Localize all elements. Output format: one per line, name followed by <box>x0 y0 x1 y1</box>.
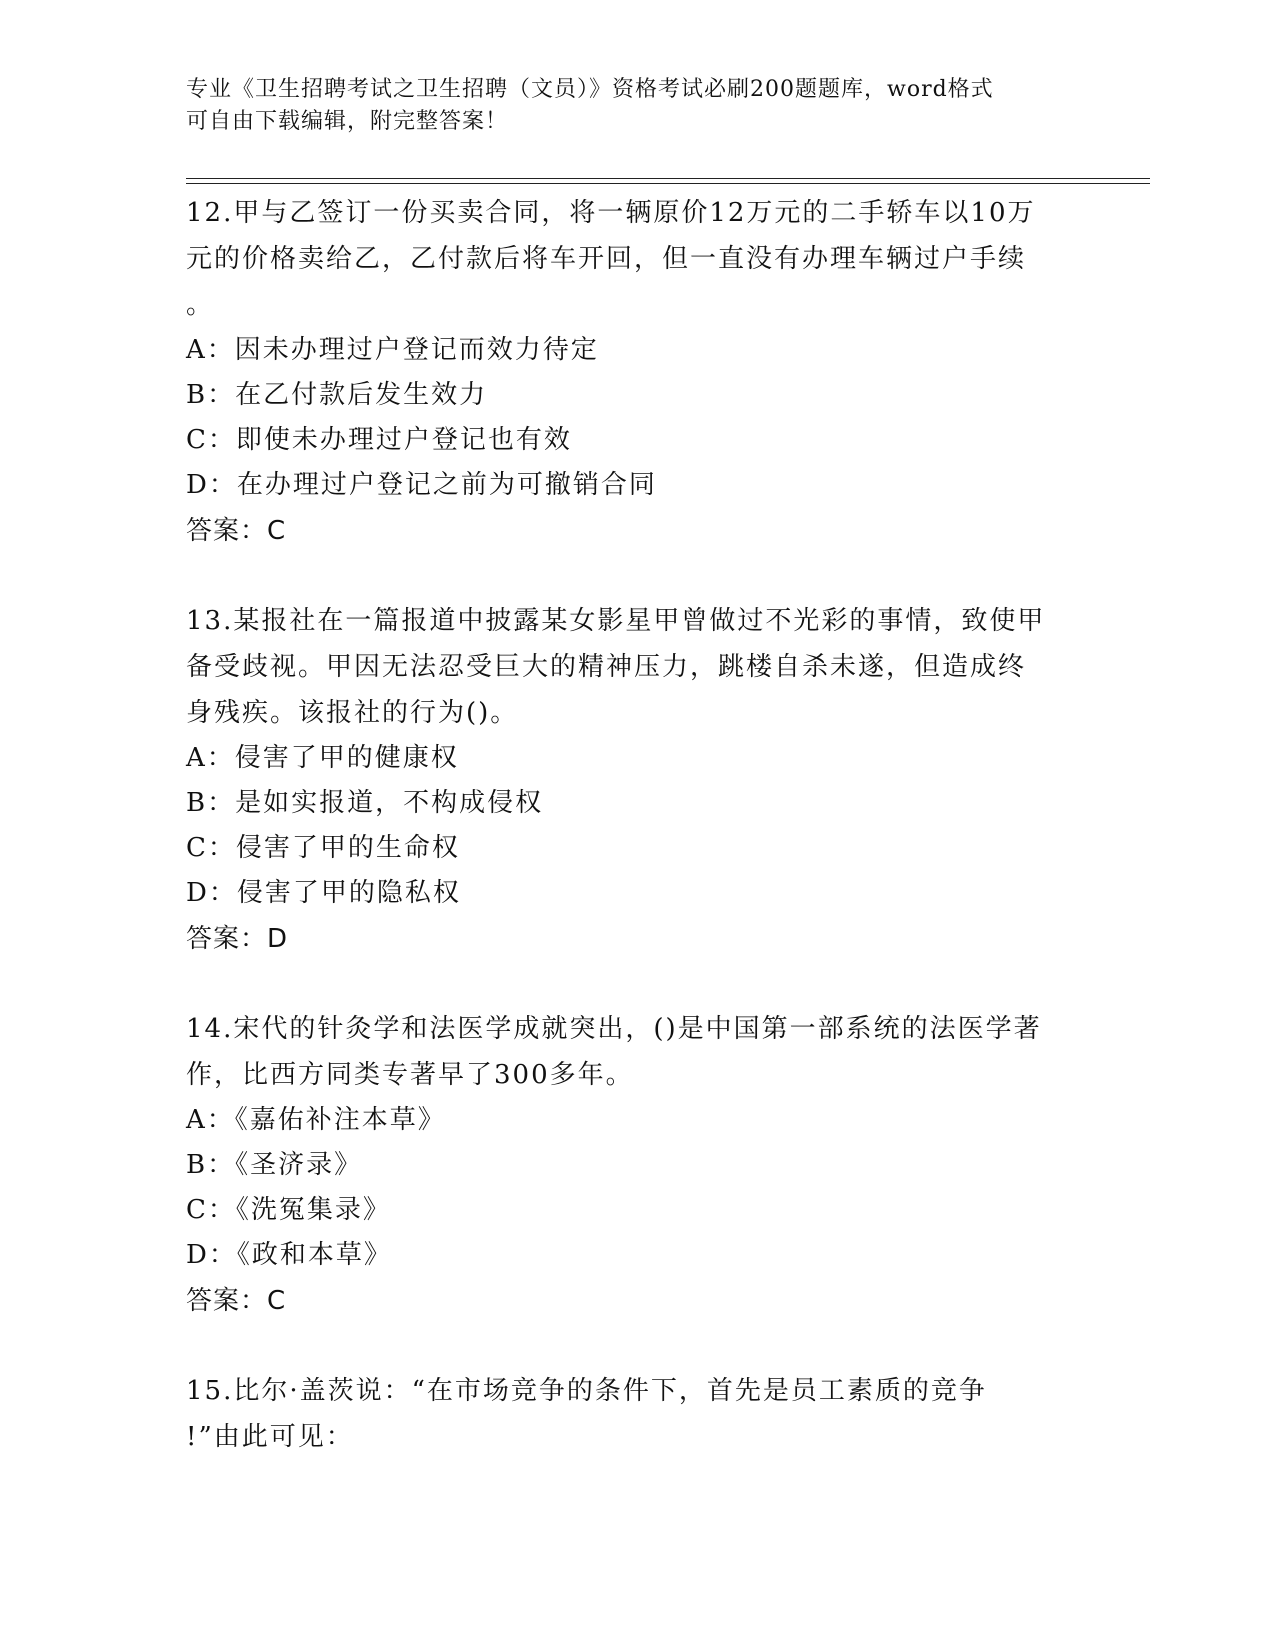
option-b: B：在乙付款后发生效力 <box>186 380 488 410</box>
question-stem-line: !”由此可见： <box>186 1422 354 1452</box>
question-stem-line: 备受歧视。甲因无法忍受巨大的精神压力，跳楼自杀未遂，但造成终 <box>186 652 1027 682</box>
option-c: C：侵害了甲的生命权 <box>186 833 460 863</box>
question-gap <box>186 554 1086 598</box>
question-stem-line: 作，比西方同类专著早了300多年。 <box>186 1060 634 1090</box>
question-gap <box>186 962 1086 1006</box>
question-12 <box>186 190 1086 554</box>
document-header <box>186 74 1066 138</box>
option-d: D：在办理过户登记之前为可撤销合同 <box>186 470 657 500</box>
question-stem-line: 15.比尔·盖茨说：“在市场竞争的条件下，首先是员工素质的竞争 <box>186 1376 987 1406</box>
question-stem-line: 12.甲与乙签订一份买卖合同，将一辆原价12万元的二手轿车以10万 <box>186 198 1036 228</box>
header-line-2: 可自由下载编辑，附完整答案！ <box>186 109 509 134</box>
question-15 <box>186 1368 1086 1460</box>
question-stem-line: 元的价格卖给乙，乙付款后将车开回，但一直没有办理车辆过户手续 <box>186 244 1027 274</box>
answer-label: 答案：C <box>186 516 287 546</box>
question-stem-line: 13.某报社在一篇报道中披露某女影星甲曾做过不光彩的事情，致使甲 <box>186 606 1046 636</box>
question-13 <box>186 598 1086 962</box>
question-gap <box>186 1324 1086 1368</box>
question-stem-line: 14.宋代的针灸学和法医学成就突出，()是中国第一部系统的法医学著 <box>186 1014 1042 1044</box>
header-divider-bottom <box>186 183 1150 184</box>
answer-label: 答案：D <box>186 924 289 954</box>
header-divider-top <box>186 178 1150 179</box>
question-list <box>186 190 1086 1460</box>
header-line-1: 专业《卫生招聘考试之卫生招聘（文员）》资格考试必刷200题题库，word格式 <box>186 77 994 102</box>
option-a: A：《嘉佑补注本草》 <box>186 1105 446 1135</box>
option-b: B：《圣济录》 <box>186 1150 363 1180</box>
question-14 <box>186 1006 1086 1324</box>
question-stem-line: 。 <box>186 290 215 320</box>
option-a: A：侵害了甲的健康权 <box>186 743 459 773</box>
question-stem-line: 身残疾。该报社的行为()。 <box>186 698 519 728</box>
option-a: A：因未办理过户登记而效力待定 <box>186 335 599 365</box>
option-d: D：《政和本草》 <box>186 1240 392 1270</box>
option-b: B：是如实报道，不构成侵权 <box>186 788 544 818</box>
option-c: C：即使未办理过户登记也有效 <box>186 425 572 455</box>
option-d: D：侵害了甲的隐私权 <box>186 878 461 908</box>
option-c: C：《洗冤集录》 <box>186 1195 391 1225</box>
answer-label: 答案：C <box>186 1286 287 1316</box>
